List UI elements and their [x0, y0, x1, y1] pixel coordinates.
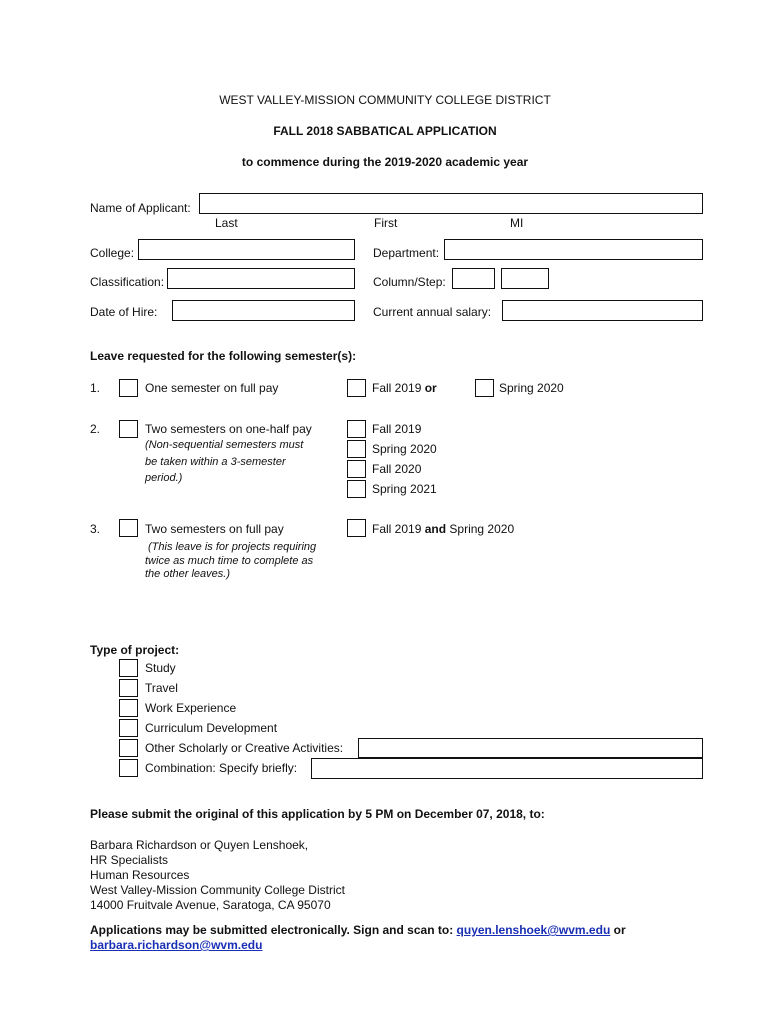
form-subtitle: to commence during the 2019-2020 academic year [241, 155, 529, 169]
department-input[interactable] [444, 239, 703, 260]
step-input[interactable] [501, 268, 549, 289]
option2-fall2019-label: Fall 2019 [372, 422, 422, 436]
option3-number: 3. [90, 522, 101, 536]
study-label: Study [145, 661, 176, 675]
option1-spring2020-checkbox[interactable] [475, 379, 494, 397]
option3-label: Two semesters on full pay [145, 522, 284, 536]
option2-note-line1: (Non-sequential semesters must [145, 439, 304, 451]
date-of-hire-label: Date of Hire: [90, 305, 158, 319]
option3-fall-spring-label: Fall 2019 and Spring 2020 [372, 522, 515, 536]
option2-note-line2: be taken within a 3-semester [145, 456, 286, 468]
or-text: or [424, 381, 437, 395]
combination-input[interactable] [311, 758, 703, 779]
combination-label: Combination: Specify briefly: [145, 761, 298, 775]
address-line-1: Barbara Richardson or Quyen Lenshoek, [90, 838, 309, 852]
leave-heading: Leave requested for the following semester(s): [90, 349, 357, 363]
district-name: WEST VALLEY-MISSION COMMUNITY COLLEGE DISTRICT [219, 93, 551, 107]
column-step-label: Column/Step: [373, 275, 446, 289]
option2-fall2020-label: Fall 2020 [372, 462, 422, 476]
other-scholarly-input[interactable] [358, 738, 703, 758]
electronic-submission: Applications may be submitted electronically. Sign and scan to: quyen.lenshoek@wvm.edu or [90, 923, 626, 937]
classification-input[interactable] [167, 268, 355, 289]
applicant-name-input[interactable] [199, 193, 703, 214]
option3-fall-spring-checkbox[interactable] [347, 519, 366, 537]
option2-number: 2. [90, 422, 101, 436]
travel-checkbox[interactable] [119, 679, 138, 697]
option2-spring2020-checkbox[interactable] [347, 440, 366, 458]
column-input[interactable] [452, 268, 495, 289]
department-label: Department: [373, 246, 440, 260]
option1-label: One semester on full pay [145, 381, 279, 395]
option2-fall2020-checkbox[interactable] [347, 460, 366, 478]
option3-note-line2: twice as much time to complete as [145, 555, 314, 567]
email-link-quyen[interactable]: quyen.lenshoek@wvm.edu [456, 923, 611, 937]
option2-spring2020-label: Spring 2020 [372, 442, 437, 456]
option1-fall2019-label: Fall 2019 or [372, 381, 437, 395]
salary-label: Current annual salary: [373, 305, 492, 319]
option2-spring2021-checkbox[interactable] [347, 480, 366, 498]
travel-label: Travel [145, 681, 178, 695]
college-input[interactable] [138, 239, 355, 260]
and-text: and [424, 522, 447, 536]
option1-spring2020-label: Spring 2020 [499, 381, 564, 395]
work-experience-label: Work Experience [145, 701, 237, 715]
address-line-2: HR Specialists [90, 853, 169, 867]
option2-fall2019-checkbox[interactable] [347, 420, 366, 438]
other-scholarly-checkbox[interactable] [119, 739, 138, 757]
option2-checkbox[interactable] [119, 420, 138, 438]
address-line-3: Human Resources [90, 868, 190, 882]
option2-label: Two semesters on one-half pay [145, 422, 312, 436]
name-of-applicant-label: Name of Applicant: [90, 201, 191, 215]
date-of-hire-input[interactable] [172, 300, 355, 321]
email-link-barbara[interactable]: barbara.richardson@wvm.edu [90, 938, 263, 952]
option3-note-line3: the other leaves.) [145, 568, 230, 580]
salary-input[interactable] [502, 300, 703, 321]
work-experience-checkbox[interactable] [119, 699, 138, 717]
option2-spring2021-label: Spring 2021 [372, 482, 437, 496]
form-title: FALL 2018 SABBATICAL APPLICATION [273, 124, 497, 138]
or-text-2: or [613, 923, 626, 937]
classification-label: Classification: [90, 275, 165, 289]
curriculum-development-label: Curriculum Development [145, 721, 278, 735]
combination-checkbox[interactable] [119, 759, 138, 777]
option3-note-line1: (This leave is for projects requiring [148, 541, 317, 553]
study-checkbox[interactable] [119, 659, 138, 677]
option2-note-line3: period.) [145, 472, 183, 484]
address-line-4: West Valley-Mission Community College District [90, 883, 345, 897]
project-heading: Type of project: [90, 643, 180, 657]
other-scholarly-label: Other Scholarly or Creative Activities: [145, 741, 344, 755]
college-label: College: [90, 246, 135, 260]
last-name-caption: Last [215, 216, 238, 230]
address-line-5: 14000 Fruitvale Avenue, Saratoga, CA 95070 [90, 898, 331, 912]
middle-initial-caption: MI [510, 216, 524, 230]
first-name-caption: First [374, 216, 398, 230]
option1-fall2019-checkbox[interactable] [347, 379, 366, 397]
option1-number: 1. [90, 381, 101, 395]
curriculum-development-checkbox[interactable] [119, 719, 138, 737]
submit-instruction: Please submit the original of this application by 5 PM on December 07, 2018, to: [90, 807, 545, 821]
option1-checkbox[interactable] [119, 379, 138, 397]
option3-checkbox[interactable] [119, 519, 138, 537]
